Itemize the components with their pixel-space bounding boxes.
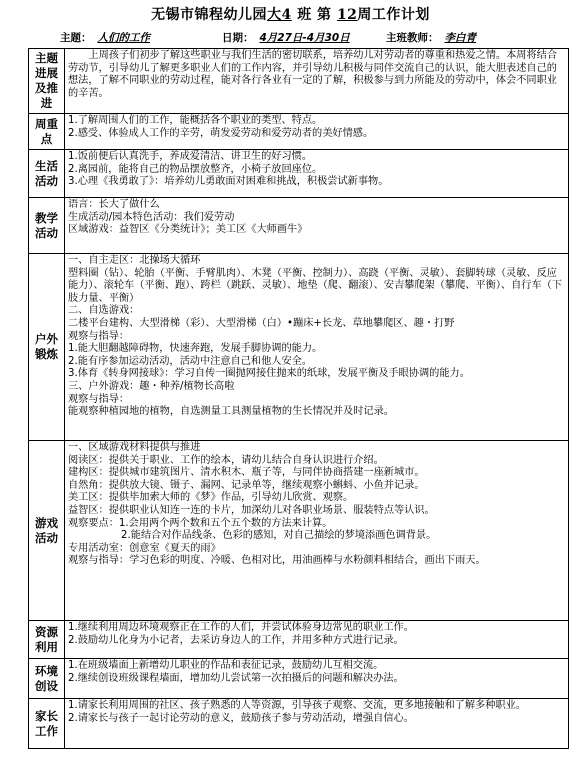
date-value: 4月27日-4月30日 xyxy=(259,32,350,44)
row-content xyxy=(65,114,569,150)
row-line: 自然角：提供放大镜、镊子、漏网、记录单等，继续观察小蝌蚪、小鱼并记录。 xyxy=(68,479,425,491)
row-line: 1.在班级墙面上新增幼儿职业的作品和表征记录，鼓励幼儿互相交流。 xyxy=(68,660,384,671)
row-line: 三、户外游戏：趣・种养/植物长高啦 xyxy=(68,380,235,392)
row-content xyxy=(65,198,569,254)
row-line: 语言：长大了做什么 xyxy=(68,199,160,210)
row-line: 2.鼓励幼儿化身为小记者，去采访身边人的工作，并用多种方式进行记录。 xyxy=(68,634,404,646)
row-content xyxy=(65,699,569,749)
row-head: 家长工作 xyxy=(29,699,65,749)
row-line: 1.能大胆翻越障碍物，快速奔跑，发展手脚协调的能力。 xyxy=(68,343,323,355)
row-line: 观察要点：1.会用两个两个数和五个五个数的方法来计算。 xyxy=(68,517,333,529)
row-line: 2.离园前，能将自己的物品摆放整齐，小椅子放回座位。 xyxy=(68,163,323,175)
row-line: 1.请家长利用周围的社区、孩子熟悉的人等资源，引导孩子观察、交流，更多地接触和了解多种职业。 xyxy=(68,700,526,711)
row-content xyxy=(65,659,569,699)
row-line: 2.请家长与孩子一起讨论劳动的意义，鼓励孩子参与劳动活动，增强自信心。 xyxy=(68,712,414,724)
row-line: 生成活动/园本特色活动：我们爱劳动 xyxy=(68,211,235,223)
row-line: 专用活动室：创意室《夏天的雨》 xyxy=(68,542,221,554)
teacher-label: 主班教师： xyxy=(386,32,439,44)
row-line: 观察与指导： xyxy=(68,330,130,342)
row-line: 3.体育《转身网接球》：学习自传一圈抛网接住抛来的纸球，发展平衡及手眼协调的能力。 xyxy=(68,368,470,380)
row-head: 环境创设 xyxy=(29,659,65,699)
row-line: 3.心理《我勇敢了》：培养幼儿勇敢面对困难和挑战，积极尝试新事物。 xyxy=(68,176,389,188)
row-line: 1.继续利用周边环境观察正在工作的人们，并尝试体验身边常见的职业工作。 xyxy=(68,622,414,633)
row-line: 美工区：提供毕加索大师的《梦》作品，引导幼儿欣赏、观察。 xyxy=(68,492,354,504)
row-weekly-focus xyxy=(29,114,569,150)
weekly-plan-table xyxy=(28,48,569,749)
row-line: 1.了解周围人们的工作，能概括各个职业的类型、特点。 xyxy=(68,115,323,126)
row-line: 2.继续创设班级课程墙面，增加幼儿尝试第一次拍摄后的问题和解决办法。 xyxy=(68,672,404,684)
row-line: 阅读区：提供关于职业、工作的绘本，请幼儿结合自身认识进行介绍。 xyxy=(68,454,384,466)
title-class: 大4 xyxy=(267,7,292,23)
title-mid: 班 第 xyxy=(297,7,332,23)
row-line: 建构区：提供城市建筑图片、清水积木、瓶子等，与同伴协商搭建一座新城市。 xyxy=(68,467,425,479)
date-label: 日期： xyxy=(222,32,254,44)
teacher-value: 李白青 xyxy=(444,32,476,44)
title-prefix: 无锡市锦程幼儿园 xyxy=(151,7,268,23)
row-head: 户外锻炼 xyxy=(29,254,65,441)
row-resources xyxy=(29,621,569,659)
row-head: 周重点 xyxy=(29,114,65,150)
row-line: 一、区域游戏材料提供与推进 xyxy=(68,442,201,453)
row-line: 二、自选游戏： xyxy=(68,305,140,317)
row-head: 资源利用 xyxy=(29,621,65,659)
row-line: 2.感受、体验成人工作的辛劳，萌发爱劳动和爱劳动者的美好情感。 xyxy=(68,127,374,139)
row-line: 一、自主走区：北操场大循环 xyxy=(68,255,201,266)
page-title xyxy=(0,4,581,24)
row-head: 教学活动 xyxy=(29,198,65,254)
row-line: 观察与指导： xyxy=(68,393,130,405)
row-line: 区域游戏：益智区《分类统计》；美工区《大师画牛》 xyxy=(68,224,308,236)
row-line: 能观察种植园地的植物，自选测量工具测量植物的生长情况并及时记录。 xyxy=(68,406,394,418)
row-head: 游戏活动 xyxy=(29,441,65,621)
date-meta xyxy=(222,30,356,45)
row-head: 生活活动 xyxy=(29,150,65,198)
row-content xyxy=(65,150,569,198)
row-outdoor xyxy=(29,254,569,441)
row-line: 2.能结合对作品线条、色彩的感知，对自己描绘的梦境添画色调背景。 xyxy=(121,530,437,542)
row-line: 观察与指导：学习色彩的明度、冷暖、色相对比，用油画棒与水粉颜料相结合，画出下雨天。 xyxy=(68,555,486,567)
row-line: 二楼平台建构、大型滑梯（彩）、大型滑梯（白）•蹦床+长龙、草地攀爬区、趣・打野 xyxy=(68,317,455,329)
row-content xyxy=(65,254,569,441)
theme-meta xyxy=(60,30,156,45)
title-suffix: 周工作计划 xyxy=(357,7,430,23)
row-environment xyxy=(29,659,569,699)
row-teaching xyxy=(29,198,569,254)
row-games xyxy=(29,441,569,621)
teacher-meta xyxy=(386,30,482,45)
row-line: 塑料圈（钻）、轮胎（平衡、手臂肌肉）、木凳（平衡、控制力）、高跷（平衡、灵敏）、套脚转球（灵敏、反应能力）、滚轮车（平衡、跑）、跨栏（跳跃、灵敏）、地垫（爬、翻滚）、安吉攀爬架（攀爬、平衡）、自行车（下肢力量、平衡） xyxy=(68,267,563,304)
row-line: 益智区：提供职业认知连一连的卡片，加深幼儿对各职业场景、服装特点等认识。 xyxy=(68,504,435,516)
row-head: 主题进展及推进 xyxy=(29,49,65,114)
title-week: 12 xyxy=(336,7,358,23)
row-parents xyxy=(29,699,569,749)
row-content xyxy=(65,621,569,659)
theme-value: 人们的工作 xyxy=(97,32,150,44)
theme-label: 主题： xyxy=(60,32,92,44)
row-line: 1.饭前便后认真洗手，养成爱清洁、讲卫生的好习惯。 xyxy=(68,151,313,162)
row-content xyxy=(65,441,569,621)
row-line: 上周孩子们初步了解这些职业与我们生活的密切联系，培养幼儿对劳动者的尊重和热爱之情。本周将结合劳动节，引导幼儿了解更多职业人们的工作内容，并引导幼儿积极与同伴交流自己的认识，能大胆表述自己的想法，了解不同职业的劳动过程，能对各行各业有一定的了解，积极参与到力所能及的劳动中，体会不同职业的辛苦。 xyxy=(68,50,558,99)
row-line: 2.能有序参加运动活动，活动中注意自己和他人安全。 xyxy=(68,355,313,367)
row-daily-life xyxy=(29,150,569,198)
row-theme-progress xyxy=(29,49,569,114)
row-content xyxy=(65,49,569,114)
